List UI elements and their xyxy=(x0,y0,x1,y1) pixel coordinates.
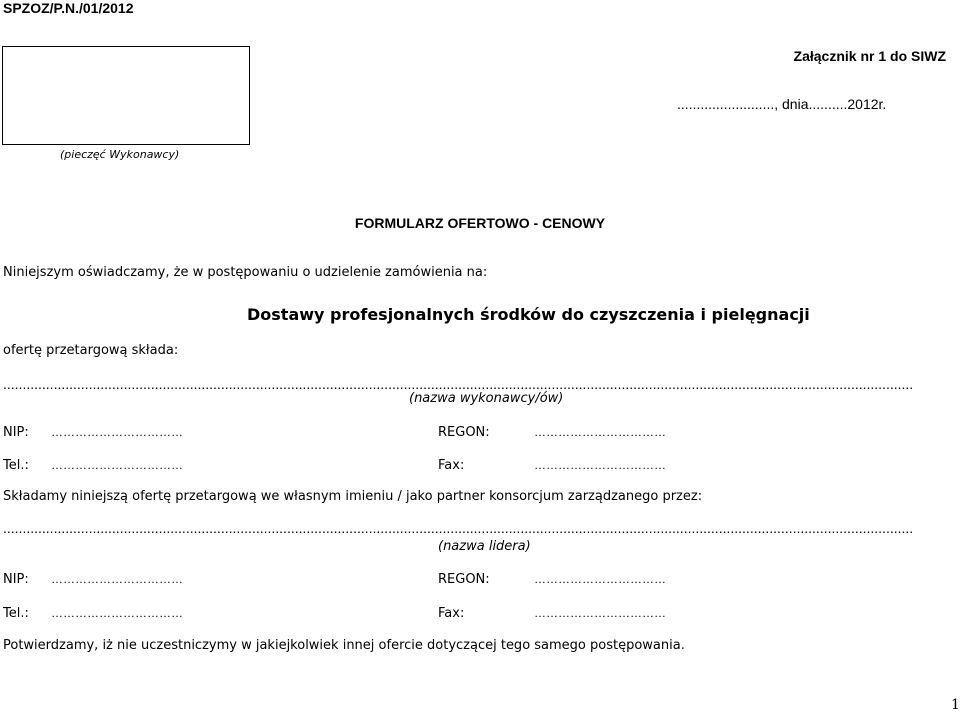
document-number: SPZOZ/P.N./01/2012 xyxy=(3,0,134,16)
contractor-regon-label: REGON: xyxy=(438,425,490,440)
leader-tel-label: Tel.: xyxy=(3,606,29,621)
leader-caption: (nazwa lidera) xyxy=(438,539,531,554)
contractor-fax-value: …………………………… xyxy=(534,458,666,472)
leader-fax-value: …………………………… xyxy=(534,606,666,620)
contractor-tel-label: Tel.: xyxy=(3,458,29,473)
leader-nip-value: …………………………… xyxy=(51,572,183,586)
contractor-tel-value: …………………………… xyxy=(51,458,183,472)
contractor-name-line: .......................................................................................................................................................................................................................................... xyxy=(3,376,914,392)
confirmation-statement: Potwierdzamy, iż nie uczestniczymy w jakiejkolwiek innej ofercie dotyczącej tego samego postępowania. xyxy=(3,638,685,653)
contractor-fax-label: Fax: xyxy=(438,458,465,473)
consortium-statement: Składamy niniejszą ofertę przetargową we własnym imieniu / jako partner konsorcjum zarządzanego przez: xyxy=(3,489,703,504)
intro-text: Niniejszym oświadczamy, że w postępowaniu o udzielenie zamówienia na: xyxy=(3,265,488,280)
leader-regon-value: …………………………… xyxy=(534,572,666,586)
leader-regon-label: REGON: xyxy=(438,572,490,587)
leader-tel-value: …………………………… xyxy=(51,606,183,620)
page-number: 1 xyxy=(951,697,960,713)
contractor-regon-value: …………………………… xyxy=(534,425,666,439)
leader-fax-label: Fax: xyxy=(438,606,465,621)
contractor-caption: (nazwa wykonawcy/ów) xyxy=(409,391,564,406)
place-date-line: ........................., dnia..........2012r. xyxy=(677,96,887,112)
contractor-nip-value: …………………………… xyxy=(51,425,183,439)
attachment-label: Załącznik nr 1 do SIWZ xyxy=(793,48,946,64)
contractor-nip-label: NIP: xyxy=(3,425,29,440)
leader-nip-label: NIP: xyxy=(3,572,29,587)
form-title: FORMULARZ OFERTOWO - CENOWY xyxy=(354,215,606,231)
procurement-subject: Dostawy profesjonalnych środków do czyszczenia i pielęgnacji xyxy=(247,305,810,324)
stamp-caption: (pieczęć Wykonawcy) xyxy=(60,148,180,161)
company-stamp-box xyxy=(2,46,250,145)
leader-name-line: .......................................................................................................................................................................................................................................... xyxy=(3,520,914,536)
offer-by-label: ofertę przetargową składa: xyxy=(3,343,179,358)
